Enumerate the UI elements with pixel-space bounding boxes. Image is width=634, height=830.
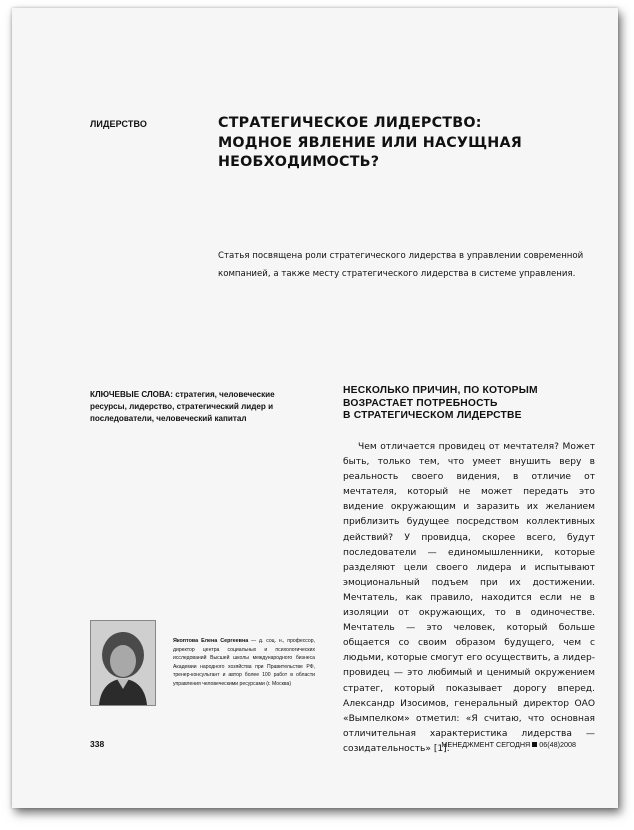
journal-page	[12, 8, 618, 808]
section-label: ЛИДЕРСТВО	[90, 119, 147, 129]
keywords	[90, 389, 302, 425]
heading-line: ВОЗРАСТАЕТ ПОТРЕБНОСТЬ	[343, 397, 498, 409]
page-number: 338	[90, 739, 105, 749]
author-description: — д. соц. н., профессор, директор центра социальных и психологических исследований Высшей школы международного бизнеса Академии народного хозяйства при Правительстве РФ, тренер-консультант и автор более 100 работ в области управления человеческими ресурсами (г. Москва)	[173, 638, 315, 687]
journal-name: МЕНЕДЖМЕНТ СЕГОДНЯ	[441, 740, 531, 749]
article-title	[218, 114, 558, 173]
title-line: НЕОБХОДИМОСТЬ?	[218, 154, 380, 170]
keywords-text: стратегия, человеческие ресурсы, лидерство, стратегический лидер и последователи, человеческий капитал	[90, 390, 275, 423]
square-bullet-icon	[532, 742, 537, 747]
author-photo	[90, 620, 156, 706]
journal-issue: 06(48)2008	[539, 740, 576, 749]
journal-footer	[441, 740, 576, 749]
body-paragraph: Чем отличается провидец от мечтателя? Может быть, только тем, что умеет внушить веру в реальность своего видения, в отличие от мечтателя, который не может передать это видение окружающим и заразить их желанием приблизить будущее посредством коллективных действий? У провидца, скорее всего, будут последователи — единомышленники, которые разделяют цели своего лидера и испытывают эмоциональный подъем при их достижении. Мечтатель, как правило, находится если не в изоляции от окружающих, то в одиночестве. Мечтатель — это человек, который больше общается со своим образом будущего, чем с людьми, которые смогут его осуществить, а лидер-провидец — это любимый и ценимый окружением стратег, который показывает дорогу вперед. Александр Изосимов, генеральный директор ОАО «Вымпелком» отметил: «Я считаю, что основная отличительная характеристика лидерства — созидательность» [1].	[343, 442, 595, 754]
author-portrait-icon	[91, 621, 155, 705]
abstract-line: компанией, а также месту стратегического лидерства в системе управления.	[218, 269, 576, 280]
author-name: Якоптова Елена Сергеевна	[173, 638, 249, 644]
abstract-line: Статья посвящена роли стратегического лидерства в управлении современной	[218, 251, 584, 261]
section-heading	[343, 385, 593, 423]
title-line: СТРАТЕГИЧЕСКОЕ ЛИДЕРСТВО:	[218, 115, 482, 131]
author-bio	[173, 637, 315, 689]
heading-line: НЕСКОЛЬКО ПРИЧИН, ПО КОТОРЫМ	[343, 385, 538, 396]
abstract	[218, 247, 598, 284]
heading-line: В СТРАТЕГИЧЕСКОМ ЛИДЕРСТВЕ	[343, 410, 522, 422]
keywords-label: КЛЮЧЕВЫЕ СЛОВА:	[90, 390, 173, 399]
title-line: МОДНОЕ ЯВЛЕНИЕ ИЛИ НАСУЩНАЯ	[218, 134, 522, 151]
